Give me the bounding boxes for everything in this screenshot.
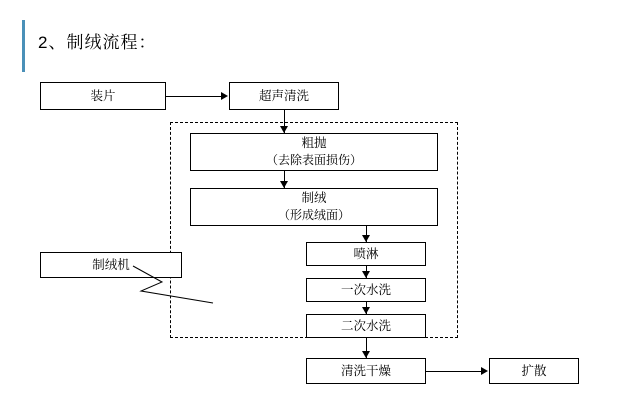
node-second-rinse[interactable]	[306, 314, 426, 338]
arrow-first-rinse-to-second-rinse	[362, 307, 370, 314]
node-diffusion[interactable]	[489, 358, 579, 384]
node-loading[interactable]	[40, 82, 166, 110]
callout-texturing-machine-label: 制绒机	[92, 257, 130, 272]
node-rough-polish-label: 粗抛	[301, 136, 327, 151]
node-first-rinse-label: 一次水洗	[340, 282, 391, 297]
edge-loading-to-ultrasonic	[166, 96, 221, 97]
arrow-second-rinse-to-clean-dry	[362, 351, 370, 358]
arrow-ultrasonic-to-rough-polish	[280, 126, 288, 133]
node-diffusion-label: 扩散	[521, 363, 547, 378]
arrow-rough-polish-to-texturing	[280, 181, 288, 188]
node-loading-label: 装片	[90, 88, 116, 103]
node-texturing[interactable]	[190, 188, 438, 226]
node-rough-polish[interactable]	[190, 133, 438, 171]
arrow-loading-to-ultrasonic	[221, 92, 228, 100]
node-spray-label: 喷淋	[353, 246, 379, 261]
page-title: 2、制绒流程：	[38, 33, 157, 52]
node-texturing-label: 制绒	[301, 191, 327, 206]
arrow-clean-dry-to-diffusion	[481, 367, 488, 375]
edge-clean-dry-to-diffusion	[426, 371, 481, 372]
node-first-rinse[interactable]	[306, 278, 426, 302]
node-ultrasonic-label: 超声清洗	[258, 88, 309, 103]
node-rough-polish-sub: （去除表面损伤）	[265, 153, 362, 168]
node-clean-dry-label: 清洗干燥	[340, 363, 391, 378]
arrow-texturing-to-spray	[362, 235, 370, 242]
arrow-spray-to-first-rinse	[362, 271, 370, 278]
node-spray[interactable]	[306, 242, 426, 266]
node-texturing-sub: （形成绒面）	[277, 208, 350, 223]
callout-texturing-machine[interactable]	[40, 252, 182, 278]
node-clean-dry[interactable]	[306, 358, 426, 384]
heading-accent-bar	[22, 20, 25, 72]
node-ultrasonic[interactable]	[229, 82, 339, 110]
node-second-rinse-label: 二次水洗	[340, 318, 391, 333]
